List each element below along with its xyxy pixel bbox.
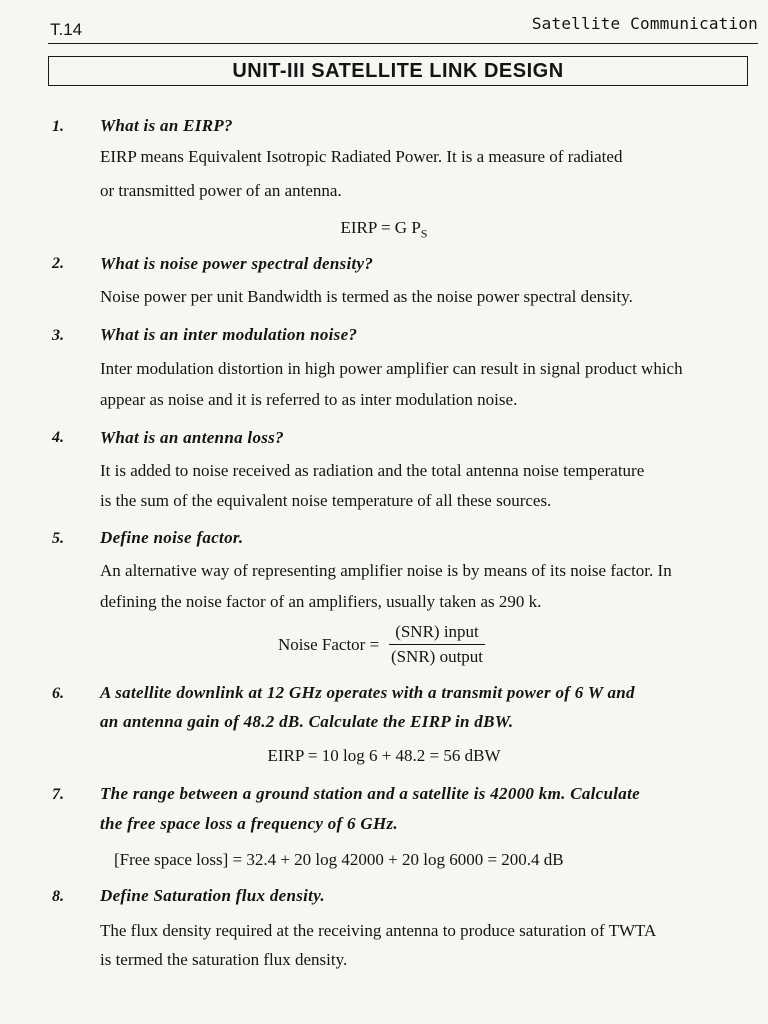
question-text: Define noise factor. [100,528,244,547]
page-number: T.14 [50,20,83,39]
formula-subscript: S [420,226,428,241]
question-text: What is an antenna loss? [100,428,284,447]
answer-line: It is added to noise received as radiation and the total antenna noise temperature [100,461,645,480]
question-number: 7. [52,786,64,803]
answer-line: An alternative way of representing amplifier noise is by means of its noise factor. In [100,561,672,580]
header-rule [48,43,758,44]
question-number: 8. [52,888,64,905]
question-text: What is noise power spectral density? [100,254,374,273]
question-number: 3. [52,327,64,344]
free-space-loss-calculation: [Free space loss] = 32.4 + 20 log 42000 + 20 log 6000 = 200.4 dB [114,850,564,869]
question-number: 6. [52,685,64,702]
unit-title: UNIT-III SATELLITE LINK DESIGN [48,56,748,86]
answer-line: Inter modulation distortion in high power amplifier can result in signal product which [100,359,683,378]
answer-line: EIRP means Equivalent Isotropic Radiated Power. It is a measure of radiated [100,147,623,166]
book-title: Satellite Communication [531,14,758,33]
question-number: 5. [52,530,64,547]
eirp-formula [0,218,768,241]
answer-line: defining the noise factor of an amplifiers, usually taken as 290 k. [100,592,542,611]
formula-text: EIRP = G P [340,218,421,237]
question-text: What is an EIRP? [100,116,233,135]
noise-factor-formula [278,622,485,667]
question-text-line: an antenna gain of 48.2 dB. Calculate the EIRP in dBW. [100,712,514,731]
question-number: 1. [52,118,64,135]
question-text-line: A satellite downlink at 12 GHz operates with a transmit power of 6 W and [100,683,635,702]
fraction-denominator: (SNR) output [390,647,484,666]
answer-line: is termed the saturation flux density. [100,950,348,969]
answer-line: appear as noise and it is referred to as inter modulation noise. [100,390,518,409]
question-text: What is an inter modulation noise? [100,325,358,344]
answer-line: or transmitted power of an antenna. [100,181,342,200]
answer-line: The flux density required at the receiving antenna to produce saturation of TWTA [100,921,657,940]
fraction [389,622,485,667]
question-number: 2. [52,255,64,272]
answer-line: Noise power per unit Bandwidth is termed as the noise power spectral density. [100,287,633,306]
formula-label: Noise Factor = [278,634,380,654]
question-text: Define Saturation flux density. [100,886,325,905]
question-text-line: The range between a ground station and a satellite is 42000 km. Calculate [100,784,640,803]
question-text-line: the free space loss a frequency of 6 GHz. [100,814,398,833]
eirp-calculation: EIRP = 10 log 6 + 48.2 = 56 dBW [267,746,501,765]
question-number: 4. [52,429,64,446]
fraction-numerator: (SNR) input [389,622,485,645]
answer-line: is the sum of the equivalent noise temperature of all these sources. [100,491,552,510]
